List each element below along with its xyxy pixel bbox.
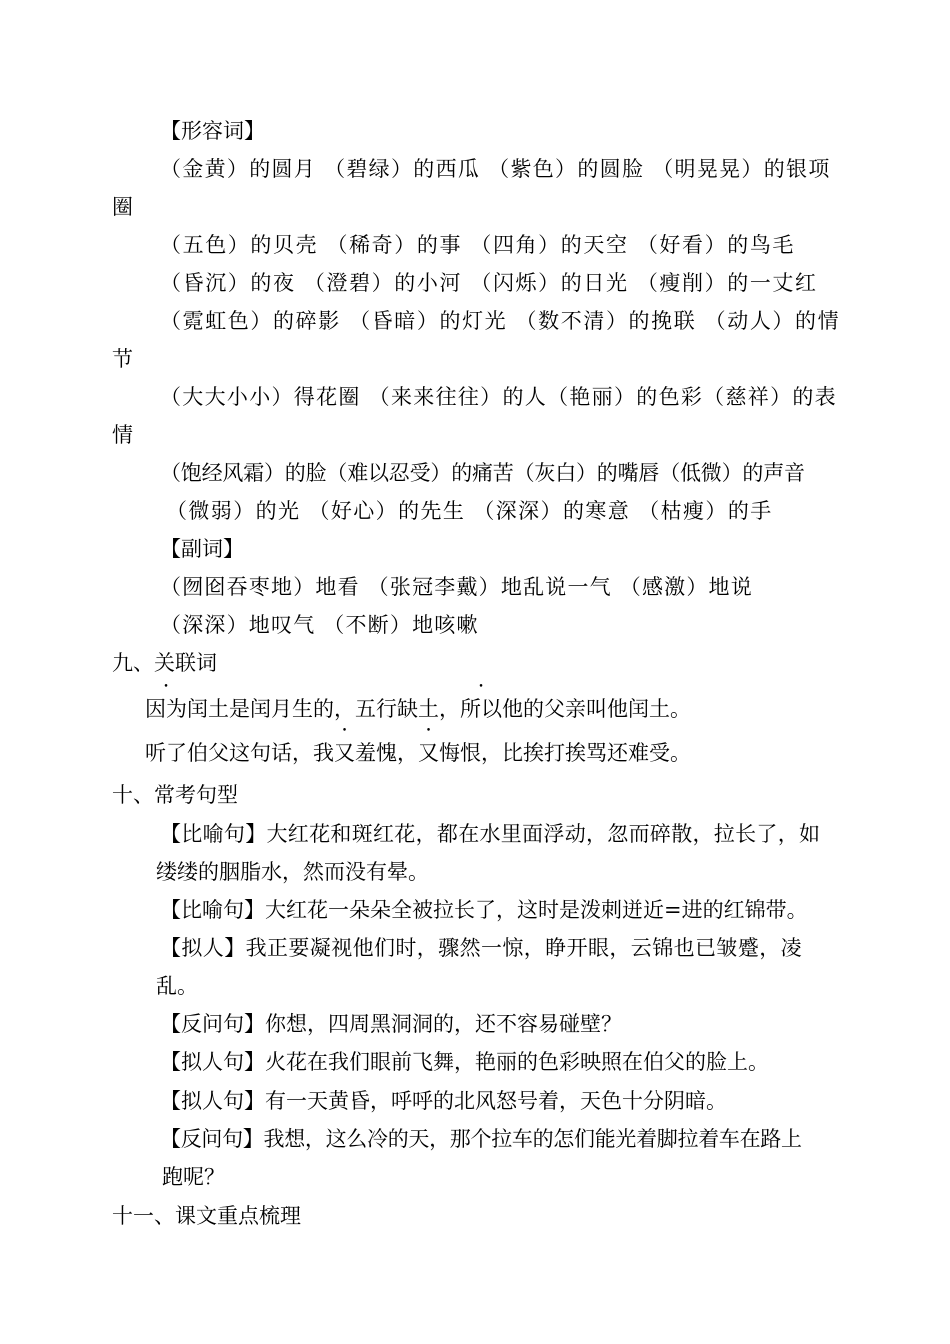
adjective-line: 圈 xyxy=(112,195,133,219)
adverb-line: （囫囵吞枣地）地看 （张冠李戴）地乱说一气 （感激）地说 xyxy=(160,575,753,599)
adjective-line: 节 xyxy=(112,347,133,371)
section-9-title: 九、关联词 xyxy=(112,651,217,675)
sentence-text: 闰土是闰月生的，五行缺土， xyxy=(187,697,460,721)
sentence-line: 【拟人句】有一天黄昏，呼呼的北风怒号着，天色十分阴暗。 xyxy=(160,1089,727,1113)
sentence-text: 他的父亲叫他闰土。 xyxy=(502,697,691,721)
sentence-line: 跑呢？ xyxy=(162,1165,225,1189)
emphasized-conjunction: 所以 xyxy=(460,697,502,721)
adjective-line: （微弱）的光 （好心）的先生 （深深）的寒意 （枯瘦）的手 xyxy=(166,499,773,523)
conjunction-sentence-1 xyxy=(145,696,691,722)
sentence-text: 听了伯父这句话，我 xyxy=(145,741,334,765)
sentence-line: 【拟人句】火花在我们眼前飞舞，艳丽的色彩映照在伯父的脸上。 xyxy=(160,1050,769,1074)
sentence-text: 羞愧， xyxy=(355,741,418,765)
sentence-line: 【反问句】我想，这么冷的天，那个拉车的怎们能光着脚拉着车在路上 xyxy=(160,1127,802,1151)
sentence-line: 【拟人】我正要凝视他们时，骤然一惊，睁开眼，云锦也已皱蹙，凌 xyxy=(160,936,802,960)
adjective-line: （大大小小）得花圈 （来来往往）的人（艳丽）的色彩（慈祥）的表 xyxy=(160,385,837,409)
adjective-line: （饱经风霜）的脸（难以忍受）的痛苦（灰白）的嘴唇（低微）的声音 xyxy=(160,461,805,485)
section-10-title: 十、常考句型 xyxy=(112,783,238,807)
adjective-heading: 【形容词】 xyxy=(160,119,265,143)
sentence-text: 悔恨，比挨打挨骂还难受。 xyxy=(439,741,691,765)
section-11-title: 十一、课文重点梳理 xyxy=(112,1204,301,1228)
sentence-line: 【比喻句】大红花和斑红花，都在水里面浮动，忽而碎散，拉长了，如 xyxy=(160,822,821,846)
sentence-line: 【比喻句】大红花一朵朵全被拉长了，这时是泼刺迸近=进的红锦带。 xyxy=(160,898,808,922)
sentence-line: 【反问句】你想，四周黑洞洞的，还不容易碰壁？ xyxy=(160,1012,622,1036)
sentence-line: 缕缕的胭脂水，然而没有晕。 xyxy=(156,860,429,884)
adjective-line: 情 xyxy=(112,423,133,447)
adjective-line: （五色）的贝壳 （稀奇）的事 （四角）的天空 （好看）的鸟毛 xyxy=(160,233,796,257)
conjunction-sentence-2 xyxy=(145,740,691,766)
adverb-heading: 【副词】 xyxy=(160,537,244,561)
adverb-line: （深深）地叹气 （不断）地咳嗽 xyxy=(160,613,479,637)
sentence-line: 乱。 xyxy=(156,974,198,998)
adjective-line: （昏沉）的夜 （澄碧）的小河 （闪烁）的日光 （瘦削）的一丈红 xyxy=(160,271,818,295)
emphasized-conjunction: 因为 xyxy=(145,697,187,721)
emphasized-conjunction: 又 xyxy=(418,741,439,765)
emphasized-conjunction: 又 xyxy=(334,741,355,765)
adjective-line: （金黄）的圆月 （碧绿）的西瓜 （紫色）的圆脸 （明晃晃）的银项 xyxy=(160,157,831,181)
adjective-line: （霓虹色）的碎影 （昏暗）的灯光 （数不清）的挽联 （动人）的情 xyxy=(160,309,841,333)
